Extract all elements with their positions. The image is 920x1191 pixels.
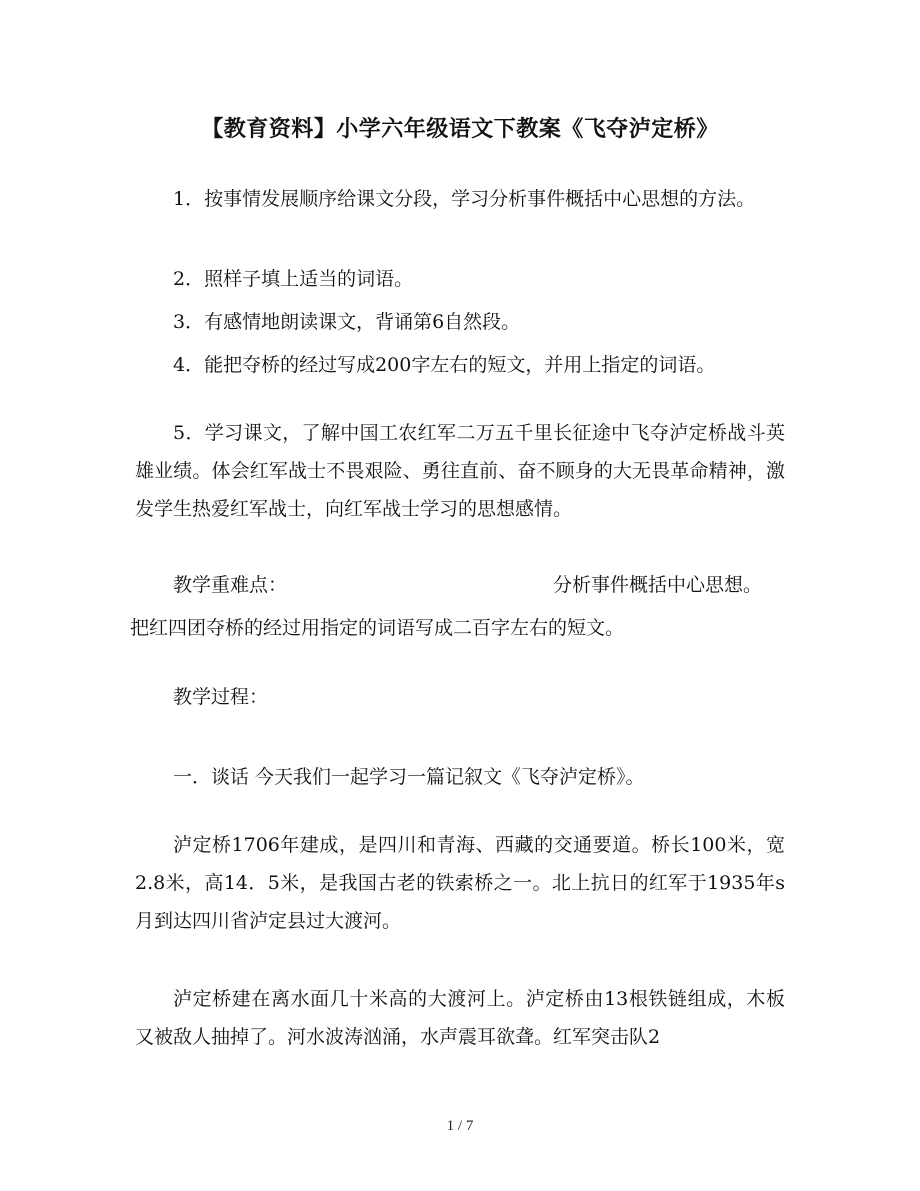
process-talk: 一．谈话 今天我们一起学习一篇记叙文《飞夺泸定桥》。 [173,766,645,788]
page-number: 1 / 7 [446,1118,474,1134]
key-point-2: 把红四团夺桥的经过用指定的词语写成二百字左右的短文。 [130,617,625,639]
key-points-label: 教学重难点： [173,574,288,596]
objective-3: 3．有感情地朗读课文，背诵第6自然段。 [173,311,521,333]
key-point-1: 分析事件概括中心思想。 [553,574,763,596]
objective-4: 4．能把夺桥的经过写成200字左右的短文，并用上指定的词语。 [173,354,716,376]
objective-5: 5．学习课文，了解中国工农红军二万五千里长征途中飞夺泸定桥战斗英雄业绩。体会红军战士不畏艰险、勇往直前、奋不顾身的大无畏革命精神，激发学生热爱红军战士，向红军战士学习的思想感情。 [135,422,785,520]
objective-2: 2．照样子填上适当的词语。 [173,268,414,290]
objective-1: 1．按事情发展顺序给课文分段，学习分析事件概括中心思想的方法。 [173,188,756,210]
bridge-description-paragraph: 泸定桥建在离水面几十米高的大渡河上。泸定桥由13根铁链组成，木板又被敌人抽掉了。河水波涛汹涌，水声震耳欲聋。红军突击队2 [135,988,785,1048]
bridge-intro-paragraph: 泸定桥1706年建成，是四川和青海、西藏的交通要道。桥长100米，宽2.8米，高14．5米，是我国古老的铁索桥之一。北上抗日的红军于1935年s月到达四川省泸定县过大渡河。 [135,834,785,932]
process-heading: 教学过程： [173,686,269,708]
document-title: 【教育资料】小学六年级语文下教案《飞夺泸定桥》 [201,116,719,142]
